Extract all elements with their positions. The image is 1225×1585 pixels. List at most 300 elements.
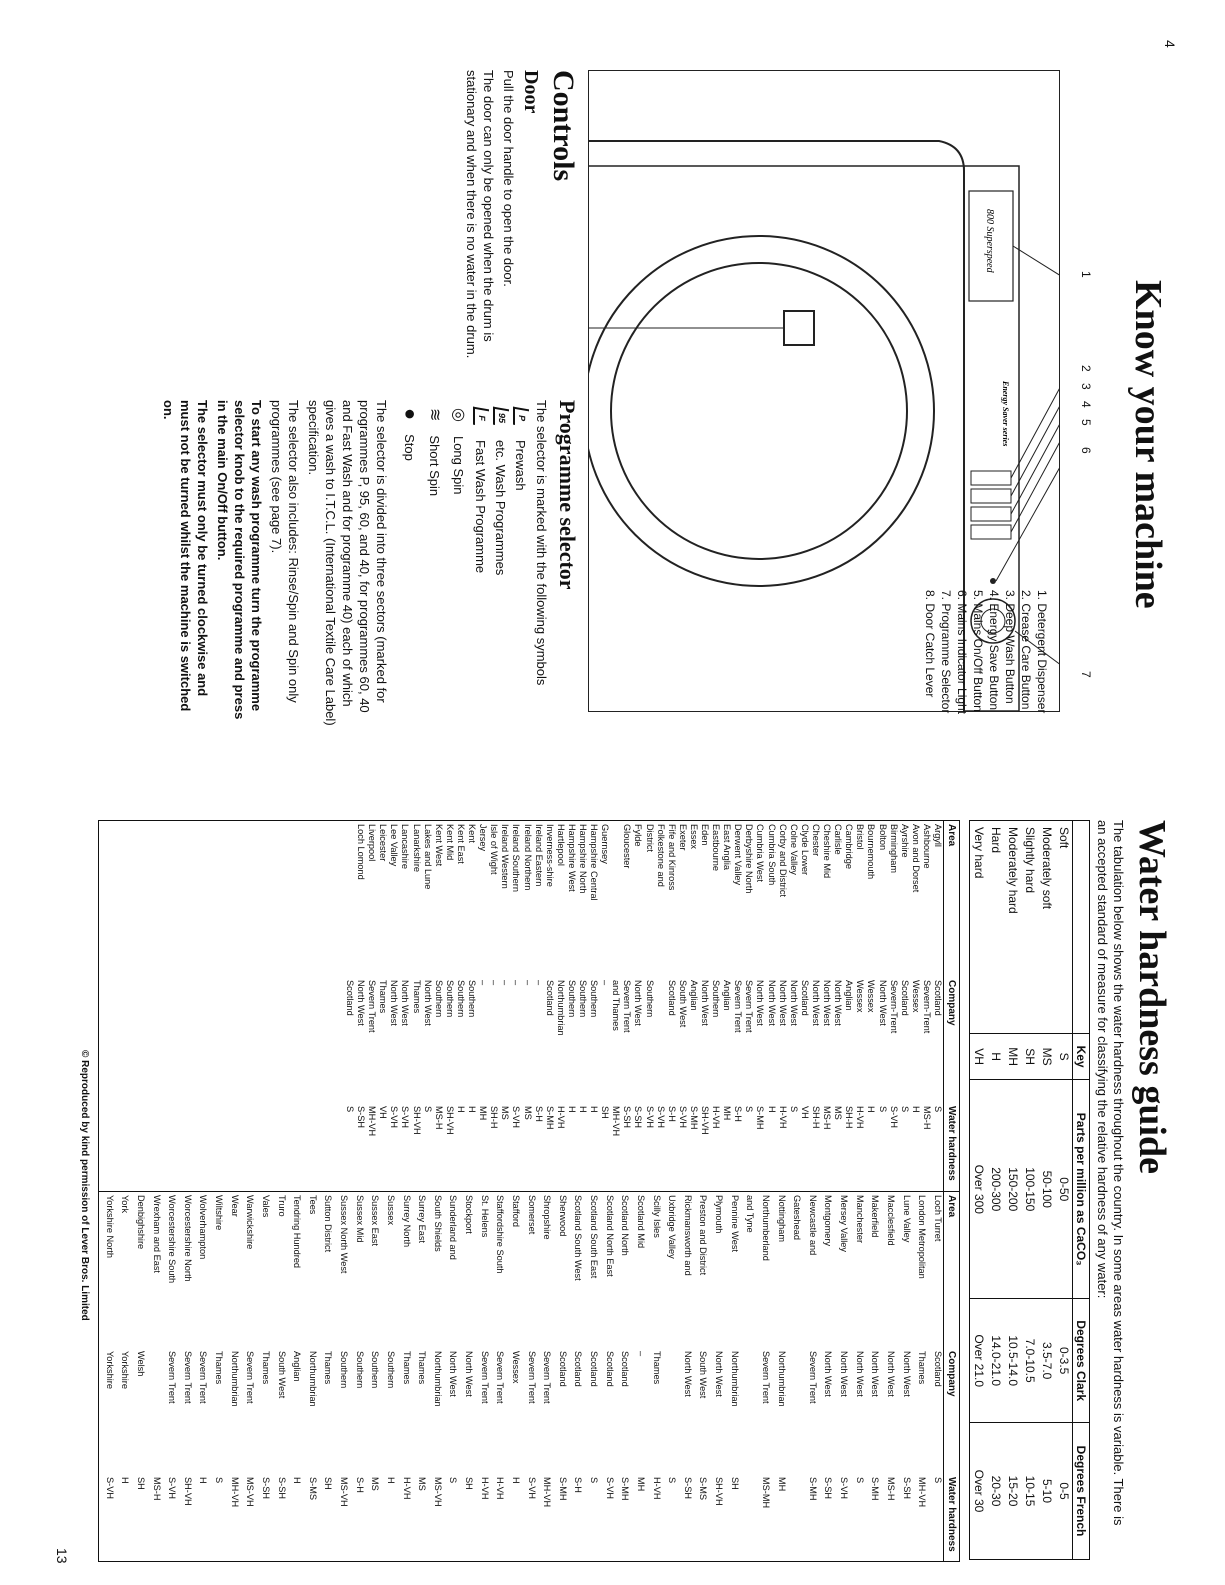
area-company: Thames [417,1351,428,1385]
area-name: Hampshire West [566,824,577,892]
area-company: Anglian [292,1351,303,1382]
area-name: Scotland North East [604,1195,615,1277]
key-cell: 14.0-21.0 [987,1299,1004,1423]
area-name: Colne Valley [788,824,799,875]
area-company: Severn-Trent [921,980,932,1034]
area-row [455,821,466,1191]
controls-column [460,70,580,370]
symbol-stop: ● Stop [399,408,421,461]
area-hardness: MS-H [885,1477,896,1501]
area-company: North West [389,980,400,1026]
area-name: Lanarkshire [411,824,422,873]
area-hardness: S-MS [698,1477,709,1500]
area-hardness: MS-VH [339,1477,350,1507]
area-company: Thames [651,1351,662,1385]
area-hardness: SH-VH [700,1106,711,1135]
area-company: North West [839,1351,850,1397]
area-company: North West [777,980,788,1026]
area-hardness: S-MH [544,1106,555,1130]
area-hardness: MS [833,1106,844,1120]
area-row [799,821,810,1191]
area-hardness: S-SH [260,1477,271,1499]
area-row [876,821,887,1191]
area-hardness: S-VH [104,1477,115,1499]
key-cell: 10-15 [1021,1423,1038,1560]
area-row [568,1192,584,1562]
area-hardness: S-VH [604,1477,615,1499]
area-company [740,1348,756,1474]
area-row [912,1192,928,1562]
area-company: North West [755,980,766,1026]
area-company: – [478,980,489,986]
area-name: Essex [688,824,699,850]
area-row [643,821,654,1191]
area-row [865,1192,881,1562]
symbol-prewash: P Prewash [513,408,529,730]
area-company: Southern [354,1351,365,1389]
area-hardness: H [589,1106,600,1113]
area-table-left: Area Company Water hardness Argyll Scotland S Ashbourne Severn-Trent MS-H Avon and Dorset Wessex H Ayrshire Scotland S Birmingham Severn-Trent S-VH Bolton North West S Bournemouth Wessex H Bristol Wessex H-VH Cambridge Anglian SH-H Carlisle North West MS Cheshire Mid North West MS-H Chester North West SH-H Clyde Lower Scotland VH Colne Valley North West S Corby and District North West H-VH Cumbria South North West H Cumbria West North West S-MH Derbyshire North Severn Trent S Derwent Valley Severn Trent S-H East Anglia Anglian MH Eastbourne Southern H-VH Eden North West SH-VH Essex Anglian S-MH Exeter South West S-VH Fife and Kinross Scotland S-H Folkestone and S-VH District Southern S-VH Fylde North West S-SH Gloucester Severn Trent S-SH and Thames MH-VH Guernsey – SH Hampshire Central Southern H Hampshire North Southern H Hampshire West Southern H Hartlepool Northumbrian H-VH Inverness-shire Scotland S-MH Ireland Eastern – S-H Ireland Northern – MS Ireland Southern – S-VH Ireland Western – MS Isle of Wight – SH-H Jersey – MH Kent Southern H Kent East Southern H Kent Mid Southern SH-VH Kent West Southern MS-H Lakes and Lune North West S Lanarkshire Thames SH-VH Lancashire North West S-VH Lee Valley North West S-VH Leicester Thames VH Liverpool Severn Trent MH-VH Loch Lomond North West S-SH Scotland S [344,821,959,1191]
area-company: Southern [467,980,478,1018]
area-row [499,821,510,1191]
area-name: Cumbria West [755,824,766,883]
area-company: Severn Trent [245,1351,256,1404]
area-hardness: SH-VH [444,1106,455,1135]
area-company: Northumbrian [729,1351,740,1407]
area-name: Eastbourne [711,824,722,871]
area-hardness: S [933,1106,943,1113]
area-hardness: H-VH [777,1106,788,1129]
area-row [521,821,532,1191]
area-name: Somerset [526,1195,537,1235]
area-hardness: MS-H [151,1477,162,1501]
area-row [388,821,399,1191]
area-name: Bristol [855,824,866,850]
area-name: Sussex East [370,1195,381,1247]
area-name: Carlisle [833,824,844,855]
page-title-left: Know your machine [1127,280,1169,609]
area-company: Severn Trent [744,980,755,1033]
area-company: North West [464,1351,475,1397]
area-row [255,1192,271,1562]
key-cell: S [1055,1034,1073,1080]
area-company [655,977,666,1103]
area-hardness [740,1474,756,1561]
area-company: North West [422,980,433,1026]
area-company: – [600,980,611,986]
area-name: Macclesfield [885,1195,896,1246]
area-hardness: MS [370,1477,381,1491]
key-cell: 50-100 [1038,1080,1055,1299]
area-hardness: MH-VH [367,1106,378,1137]
area-row [377,821,388,1191]
area-hardness: H-VH [479,1477,490,1500]
area-name: Surrey East [417,1195,428,1243]
area-name: Tendring Hundred [292,1195,303,1269]
area-name: Kent East [455,824,466,864]
area-name: Ayrshire [899,824,910,858]
area-company: North West [788,980,799,1026]
area-row [710,821,721,1191]
area-company: Southern [589,980,600,1018]
area-name: Sunderland and [448,1195,459,1260]
area-company: Thames [323,1351,334,1385]
key-cell: Very hard [972,827,986,879]
area-hardness: S [667,1477,678,1484]
area-row [443,1192,459,1562]
area-row [743,821,754,1191]
selector-column [157,400,580,730]
area-company: Anglian [688,980,699,1011]
page-number-right: 13 [54,1548,70,1564]
area-hardness: SH-H [810,1106,821,1129]
door-outer-ring [589,236,934,586]
area-hardness: VH [799,1106,810,1119]
area-row [399,821,410,1191]
area-row [427,1192,443,1562]
area-name: Eden [700,824,711,846]
area-row [677,1192,693,1562]
area-name: Lee Valley [389,824,400,867]
area-row [708,1192,724,1562]
area-name: Manchester [854,1195,865,1244]
area-name: Scotland Mid [635,1195,646,1249]
area-hardness: MS-MH [760,1477,771,1509]
area-row [366,821,377,1191]
area-row [766,821,777,1191]
key-cell: SH [1021,1034,1038,1080]
area-row [302,1192,318,1562]
area-company [787,1348,803,1474]
area-row [677,821,688,1191]
area-row [610,821,621,1191]
part-item: 2. Crease Care Button [1019,590,1033,710]
area-row [552,1192,568,1562]
area-name: Sussex [385,1195,396,1226]
area-hardness: S [422,1106,433,1113]
area-company: Severn Trent [479,1351,490,1404]
area-name: Leicester [378,824,389,862]
area-hardness: S-H [354,1477,365,1493]
area-hardness: MH-VH [542,1477,553,1508]
callout-3: 3 [1079,383,1093,390]
area-name: Lancashire [400,824,411,869]
area-name: Wolverhampton [198,1195,209,1260]
area-company: North West [822,980,833,1026]
area-name: Loch Turret [933,1195,943,1242]
area-row [349,1192,365,1562]
key-cell: 150-200 [1004,1080,1021,1299]
ppm-header: Parts per million as CaCO₃ [1073,1080,1090,1299]
long-spin-icon: ◎ [450,408,467,422]
area-name: Kent [467,824,478,843]
area-hardness: S-MH [688,1106,699,1130]
area-hardness: S [899,1106,910,1113]
area-hardness: S-SH [823,1477,834,1499]
area-row [802,1192,818,1562]
area-company: Scotland [544,980,555,1016]
area-company: Wessex [855,980,866,1013]
area-company: Southern [370,1351,381,1389]
area-company: North West [633,980,644,1026]
callout-1: 1 [1079,271,1093,278]
area-name: Mersey Valley [839,1195,850,1253]
area-name: Ireland Northern [522,824,533,891]
area-company [146,1348,162,1474]
area-row [577,821,588,1191]
area-company: – [635,1351,646,1357]
area-name: Jersey [478,824,489,852]
area-company: Yorkshire [104,1351,115,1389]
area-company: – [522,980,533,986]
area-hardness: MS-H [822,1106,833,1130]
area-name: Gateshead [792,1195,803,1240]
area-name: Scilly Isles [651,1195,662,1238]
area-row [849,1192,865,1562]
area-row [396,1192,412,1562]
area-name: Yorkshire North [104,1195,115,1258]
area-hardness: S-VH [389,1106,400,1128]
area-hardness: S-SH [356,1106,367,1128]
area-name: Tees [307,1195,318,1215]
area-name: Lune Valley [901,1195,912,1243]
area-company: – [511,980,522,986]
callout-2: 2 [1079,365,1093,372]
area-name: Ireland Western [500,824,511,889]
area-company: Southern [444,980,455,1018]
area-company: Scotland [345,980,356,1016]
area-row [832,821,843,1191]
area-name: Scotland South East [589,1195,600,1279]
area-row [177,1192,193,1562]
area-hardness: H [198,1477,209,1484]
area-hardness: S-MH [755,1106,766,1130]
area-hardness: H-VH [401,1477,412,1500]
area-name: Rickmansworth and [682,1195,693,1276]
area-row [555,821,566,1191]
area-hardness: S [877,1106,888,1113]
area-hardness: H-VH [651,1477,662,1500]
key-cell: MS [1038,1034,1055,1080]
key-cell: 5-10 [1038,1423,1055,1560]
key-cell: Soft [1057,827,1071,849]
area-hardness: S-MH [870,1477,881,1501]
key-cell: 15-20 [1004,1423,1021,1560]
area-name: Liverpool [367,824,378,862]
area-row [732,821,743,1191]
area-hardness: S-H [573,1477,584,1493]
controls-section [60,70,580,730]
area-name: Vales [260,1195,271,1218]
area-hardness: MS-H [433,1106,444,1130]
parts-list [922,590,1050,830]
area-name: Guernsey [600,824,611,864]
area-name: Makerfield [870,1195,881,1238]
area-name: Cheshire Mid [822,824,833,879]
area-company: Yorkshire [120,1351,131,1389]
area-row [921,821,932,1191]
area-name: Corby and District [777,824,788,898]
area-table-right: Area Company Water hardness Loch Turret Scotland S London Metropolitan Thames MH-VH Lune Valley North West S-SH Macclesfield North West MS-H Makerfield North West S-MH Manchester North West S Mersey Valley North West S-VH Montgomery North West S-SH Newcastle and Severn Trent S-MH Gateshead Nottingham Northumbrian MH Northumberland Severn Trent MS-MH and Tyne Pennine West Northumbrian SH Plymouth North West SH-VH Preston and District South West S-MS Rickmansworth and North West S-SH Uxbridge Valley S Scilly Isles Thames H-VH Scotland Mid – MH Scotland North Scotland S-MH Scotland North East Scotland S-VH Scotland South East Scotland S Scotland South West Scotland S-H Sherwood Scotland S-MH Shropshire Severn Trent MH-VH Somerset Severn Trent S-VH Stafford Wessex H Staffordshire South Severn Trent H-VH St. Helens Severn Trent H-VH Stockport North West SH Sunderland and North West S South Shields Northumbrian MS-VH Surrey East Thames MS Surrey North Thames H-VH Sussex Southern H Sussex East Southern MS Sussex Mid Southern S-H Sussex North West Southern MS-VH Sutton District Thames SH Tees Northumbrian S-MS Tendring Hundred Anglian H Truro South West S-SH Vales Thames S-SH Warwickshire Severn Trent MS-VH Wear Northumbrian MH-VH Wiltshire Thames S Wolverhampton Severn Trent H Worcestershire North Severn Trent SH-VH Worcestershire South Severn Trent S-VH Wrexham and East MS-H Denbighshire Welsh SH York Yorkshire H Yorkshire North Yorkshire S-VH [99,1191,959,1561]
area-company: Southern [578,980,588,1018]
area-name: Plymouth [714,1195,725,1234]
area-company: Northumbrian [229,1351,240,1407]
area-company: Severn Trent [760,1351,771,1404]
area-company: Southern [455,980,466,1018]
part-item: 5. Mains On/Off Button [971,590,985,712]
area-hardness: H [385,1477,396,1484]
area-row [755,1192,771,1562]
area-company: North West [901,1351,912,1397]
area-row [854,821,865,1191]
area-name: Montgomery [823,1195,834,1247]
area-row [490,1192,506,1562]
area-name: Ireland Southern [511,824,522,892]
area-row [771,1192,787,1562]
key-row [1038,821,1055,1560]
area-row [599,1192,615,1562]
area-row [788,821,799,1191]
door-heading: Door [520,70,542,114]
key-cell: 20-30 [987,1423,1004,1560]
area-hardness: S-SH [901,1477,912,1499]
area-hardness: S [214,1477,225,1484]
area-row [615,1192,631,1562]
key-cell: Over 300 [970,1080,988,1299]
area-name: Ashbourne [921,824,932,869]
area-row [787,1192,803,1562]
selector-text-2: The selector also includes: Rinse/Spin and Spin only programmes (see page 7). [269,400,301,703]
area-hardness: S [448,1477,459,1484]
area-hardness: S-VH [644,1106,655,1128]
area-row [355,821,366,1191]
area-company: North West [700,980,711,1026]
area-hardness: VH [378,1106,389,1119]
area-name: Bolton [877,824,888,851]
area-row [365,1192,381,1562]
area-name: Inverness-shire [544,824,555,887]
callout-6: 6 [1079,447,1093,454]
area-row [910,821,921,1191]
area-row [927,1192,943,1562]
area-company: Thames [411,980,422,1014]
area-name: Warwickshire [245,1195,256,1250]
area-name: Worcestershire South [167,1195,178,1284]
area-company: – [500,980,511,986]
area-hardness: S-SH [276,1477,287,1499]
area-hardness: MH [776,1477,787,1492]
door-catch [784,311,814,345]
area-row [818,1192,834,1562]
area-company: North West [823,1351,834,1397]
part-item: 3. Deep Wash Button [1003,590,1017,704]
area-hardness: S [933,1477,943,1484]
key-row [970,821,988,1560]
area-row [821,821,832,1191]
key-cell: 0-50 [1055,1080,1073,1299]
area-company: South West [677,980,688,1028]
area-name: Preston and District [698,1195,709,1276]
key-cell: Slightly hard [1023,827,1037,894]
page-title-right: Water hardness guide [1131,820,1173,1175]
area-name: Northumberland [760,1195,771,1261]
selector-text-4: The selector must only be turned clockwise and must not be turned whilst the machine is switched on. [161,400,210,712]
area-name: Sussex Mid [354,1195,365,1243]
area-hardness: SH [729,1477,740,1490]
area-company: Severn Trent [198,1351,209,1404]
panel-model-text: 800 Superspeed [984,209,995,273]
area-company: Scotland [933,1351,943,1387]
area-company: Scotland [620,1351,631,1387]
area-company: Severn Trent [622,980,633,1033]
door-text-1: Pull the door handle to open the door. [501,70,516,287]
area-hardness: H [910,1106,921,1113]
area-name: and Tyne [745,1195,756,1233]
area-hardness: MH [478,1106,489,1121]
area-company: Thames [214,1351,225,1385]
area-hardness: S [589,1477,600,1484]
area-company: North West [810,980,821,1026]
area-company: – [489,980,500,986]
area-name: Hampshire North [578,824,588,894]
area-name: Surrey North [401,1195,412,1248]
area-company: – [533,980,544,986]
area-company: Scotland [799,980,810,1016]
key-cell: Over 30 [970,1423,988,1560]
area-name: Isle of Wight [489,824,500,875]
area-name: Loch Lomond [356,824,367,880]
area-hardness: MS-H [921,1106,932,1130]
area-row [666,821,677,1191]
wash-95-icon: 95 [493,407,509,428]
area-company: Wessex [510,1351,521,1384]
area-name: Hartlepool [555,824,566,866]
area-company: Welsh [135,1351,146,1377]
area-row [537,1192,553,1562]
area-row [130,1192,146,1562]
water-hardness-intro: The tabulation below shows the water hardness throughout the country. In some areas water hardness is variable. There is an accepted standard of measure for classifying the relative hardness of any water: [1095,820,1126,1526]
key-cell: H [987,1034,1004,1080]
area-hardness: S-MH [807,1477,818,1501]
area-hardness: H [510,1477,521,1484]
area-row [583,1192,599,1562]
area-company: North West [448,1351,459,1397]
area-row [777,821,788,1191]
area-hardness: MS [500,1106,511,1120]
part-item: 8. Door Catch Lever [923,590,937,698]
area-hardness: S [744,1106,755,1113]
door-text-2: The door can only be opened when the drum is stationary and when there is no water in the drum. [464,70,496,359]
area-company: Thames [378,980,389,1014]
area-name: Kent Mid [444,824,455,861]
area-name: Derbyshire North [744,824,755,894]
area-hardness: H [866,1106,877,1113]
area-row [510,821,521,1191]
area-name: Wrexham and East [151,1195,162,1273]
area-row [411,821,422,1191]
area-company: Northumbrian [307,1351,318,1407]
area-hardness: S-H [733,1106,744,1122]
area-name: Gloucester [622,824,633,869]
area-company: Scotland [933,980,943,1016]
key-cell: Hard [989,827,1003,854]
area-company: Scotland [666,980,677,1016]
area-row [754,821,765,1191]
area-row [521,1192,537,1562]
area-company: North West [766,980,777,1026]
area-name: Denbighshire [135,1195,146,1250]
area-name: Derwent Valley [733,824,744,886]
